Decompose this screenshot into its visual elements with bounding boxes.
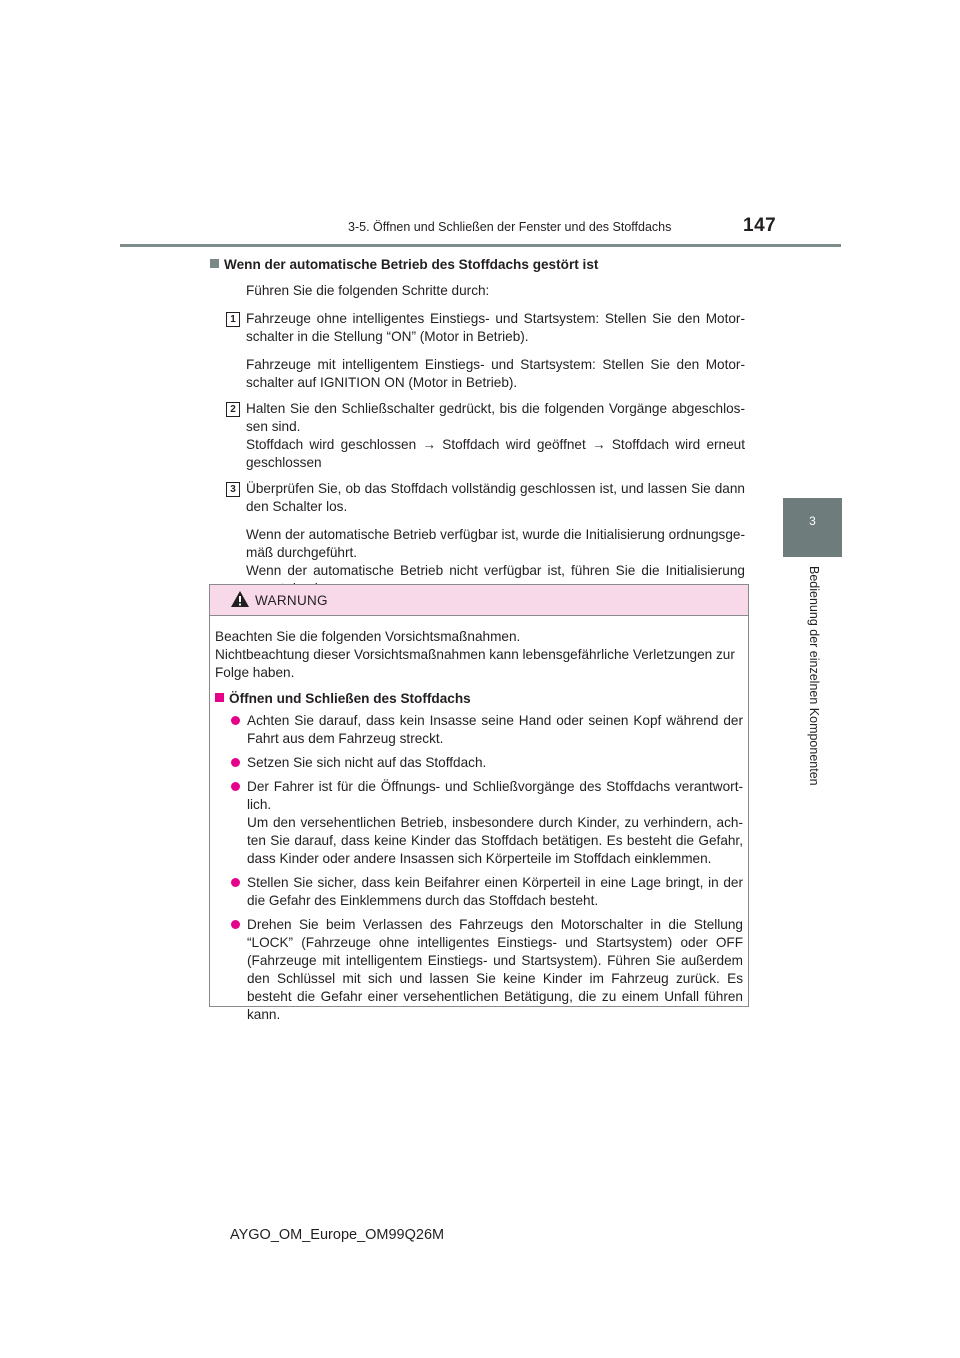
step-text: Überprüfen Sie, ob das Stoffdach vollständig geschlossen ist, und lassen Sie dann den Schalter los. [246, 481, 745, 514]
step-text-secondary: Stoffdach wird geschlossen → Stoffdach wird geöffnet → Stoffdach wird erneut geschlossen [246, 437, 745, 470]
warning-bullet-text: Setzen Sie sich nicht auf das Stoffdach. [247, 755, 487, 770]
warning-intro-2: Nichtbeachtung dieser Vorsichtsmaßnahmen kann lebensgefährliche Verletzungen zur Folge haben. [215, 647, 735, 680]
page-number: 147 [743, 215, 777, 236]
warning-bullet-text: Stellen Sie sicher, dass kein Beifahrer einen Körperteil in eine Lage bringt, in der die Gefahr des Einklemmens durch das Stoffdach besteht. [247, 875, 743, 908]
step-text: Halten Sie den Schließschalter gedrückt, bis die folgenden Vorgänge abgeschlossen sind. [246, 401, 745, 434]
warning-triangle-icon [230, 590, 250, 608]
step-text-secondary: Fahrzeuge mit intelligentem Einstiegs- und Startsystem: Stellen Sie den Motorschalter auf IGNITION ON (Motor in Betrieb). [246, 357, 745, 390]
warning-bullet-text: Der Fahrer ist für die Öffnungs- und Schließvorgänge des Stoffdachs verantwortlich. [247, 779, 743, 812]
warning-bullet-text-secondary: Um den versehentlichen Betrieb, insbesondere durch Kinder, zu verhindern, achten Sie darauf, dass keine Kinder das Stoffdach betätigen. Es besteht die Gefahr, dass Kinder oder andere Insassen sich Körperteile im Stoffdach einklemmen. [247, 815, 743, 866]
warning-bullet [215, 874, 743, 910]
bullet-dot-icon [231, 782, 240, 791]
chapter-tab [783, 498, 842, 557]
section-content [210, 256, 745, 598]
step-number: 2 [226, 402, 240, 417]
warning-box [209, 584, 749, 1022]
document-id: AYGO_OM_Europe_OM99Q26M [230, 1227, 445, 1243]
chapter-tab-number: 3 [809, 514, 816, 528]
chapter-title: 3-5. Öffnen und Schließen der Fenster und des Stoffdachs [348, 220, 672, 234]
section-heading [210, 256, 745, 274]
header-rule [120, 244, 841, 247]
warning-bullet-text: Drehen Sie beim Verlassen des Fahrzeugs den Motorschalter in die Stellung “LOCK” (Fahrzeuge ohne intelligentes Einstiegs- und Startsystem) oder OFF (Fahrzeuge mit intelligentem Einstiegs- und Startsystem). Führen Sie außerdem den Schlüssel mit sich und lassen Sie keine Kinder im Fahrzeug zurück. Es besteht die Gefahr einer versehentlichen Betätigung, die zu einem Unfall führen kann. [247, 917, 743, 1022]
warning-bullet [215, 778, 743, 868]
chapter-tab-label: Bedienung der einzelnen Komponenten [807, 566, 821, 786]
warning-header [210, 585, 748, 616]
step-number: 3 [226, 482, 240, 497]
square-bullet-icon [215, 693, 224, 702]
warning-bullet [215, 916, 743, 1024]
warning-title: WARNUNG [255, 593, 328, 608]
section-outro-2: Wenn der automatische Betrieb nicht verfügbar ist, führen Sie die Initialisierung [246, 563, 745, 578]
warning-subheading [215, 690, 743, 708]
step-text: Fahrzeuge ohne intelligentes Einstiegs- und Startsystem: Stellen Sie den Motorschalter in die Stellung “ON” (Motor in Betrieb). [246, 311, 745, 344]
step-number: 1 [226, 312, 240, 327]
warning-bullet-text: Achten Sie darauf, dass kein Insasse seine Hand oder seinen Kopf während der Fahrt aus dem Fahrzeug streckt. [247, 713, 743, 746]
section-outro: Wenn der automatische Betrieb verfügbar ist, wurde die Initialisierung ordnungsgemäß durchgeführt. [246, 527, 745, 560]
warning-bullet [215, 712, 743, 748]
step-item [210, 480, 745, 516]
step-item [210, 400, 745, 472]
bullet-dot-icon [231, 716, 240, 725]
section-title: Wenn der automatische Betrieb des Stoffdachs gestört ist [224, 257, 599, 272]
section-intro: Führen Sie die folgenden Schritte durch: [246, 283, 490, 298]
warning-bullet [215, 754, 743, 772]
bullet-dot-icon [231, 878, 240, 887]
step-item [210, 310, 745, 392]
warning-intro: Beachten Sie die folgenden Vorsichtsmaßnahmen. [215, 629, 521, 644]
bullet-dot-icon [231, 920, 240, 929]
warning-subheading-text: Öffnen und Schließen des Stoffdachs [229, 691, 471, 706]
square-bullet-icon [210, 259, 219, 268]
bullet-dot-icon [231, 758, 240, 767]
warning-body [210, 616, 748, 1024]
